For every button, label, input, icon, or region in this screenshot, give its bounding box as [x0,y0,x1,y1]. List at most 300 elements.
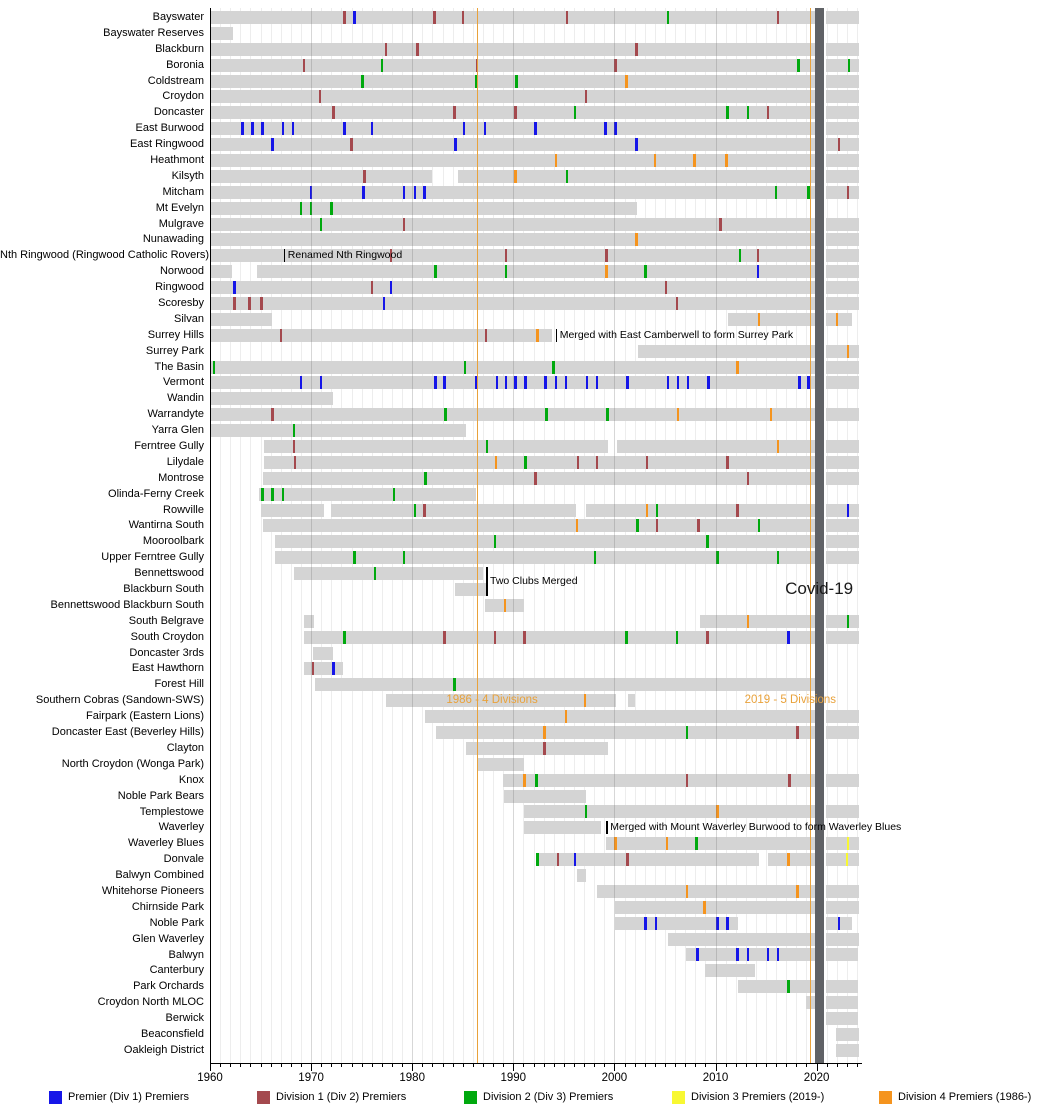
x-axis-tick [827,1063,828,1067]
premiership-tick-div1 [371,281,374,294]
timeline-bar-segment [826,631,859,644]
premiership-tick-premier [463,122,466,135]
legend-label: Division 4 Premiers (1986-) [898,1091,1032,1103]
timeline-bar-segment [826,1012,858,1025]
club-label: Ferntree Gully [134,440,204,453]
timeline-bar-segment [259,488,476,501]
x-axis-label: 1990 [500,1072,527,1084]
premiership-tick-div1 [676,297,679,310]
x-axis-label: 1970 [298,1072,324,1084]
club-label: Donvale [163,853,204,866]
premiership-tick-premier [687,376,690,389]
premiership-tick-div1 [443,631,446,644]
x-axis-tick [736,1063,737,1067]
premiership-tick-div2 [574,106,577,119]
premiership-tick-premier [414,186,417,199]
division-change-label-1: 2019 - 5 Divisions [744,693,837,706]
x-axis-tick [665,1063,666,1067]
annotation-text: Merged with East Camberwell to form Surrey Park [559,328,794,341]
x-axis-tick [746,1063,747,1067]
premiership-tick-div4 [796,885,799,898]
premiership-tick-div2 [787,980,790,993]
x-axis-tick [311,1063,312,1071]
legend-label: Premier (Div 1) Premiers [68,1091,190,1103]
premiership-tick-div1 [294,456,297,469]
timeline-bar-segment [768,853,815,866]
timeline-bar-segment [826,472,859,485]
premiership-tick-div4 [565,710,568,723]
timeline-bar-segment [210,43,815,56]
club-label: Mulgrave [158,217,204,230]
premiership-tick-div4 [736,361,739,374]
timeline-bar-segment [826,138,859,151]
timeline-bar-segment [425,710,814,723]
premiership-tick-div4 [576,519,579,532]
x-axis-tick [766,1063,767,1067]
timeline-bar-segment [294,567,483,580]
timeline-bar-segment [304,662,343,675]
club-label: Balwyn Combined [115,869,204,882]
premiership-tick-div2 [535,774,538,787]
x-axis-tick [847,1063,848,1067]
premiership-tick-div1 [260,297,263,310]
legend-label: Division 2 (Div 3) Premiers [483,1091,614,1103]
timeline-bar-segment [826,170,859,183]
timeline-bar-segment [304,615,314,628]
premiership-tick-div1 [757,249,760,262]
timeline-bar-segment [331,504,576,517]
club-label: Park Orchards [133,980,204,993]
club-label: Mitcham [162,185,204,198]
premiership-tick-premier [707,376,710,389]
legend-swatch-div4 [879,1091,892,1104]
premiership-tick-div2 [847,615,850,628]
premiership-tick-div2 [494,535,497,548]
timeline-bar-segment [304,631,815,644]
premiership-tick-div4 [536,329,539,342]
club-label: Doncaster 3rds [129,646,204,659]
club-label: Warrandyte [147,408,204,421]
premiership-tick-div1 [303,59,306,72]
premiership-tick-div1 [293,440,296,453]
x-axis-tick [857,1063,858,1067]
club-label: Surrey Park [145,344,204,357]
premiership-tick-div4 [725,154,728,167]
x-axis-tick [453,1063,454,1067]
timeline-bar-segment [458,170,815,183]
timeline-bar-segment [686,948,814,961]
premiership-tick-div2 [381,59,384,72]
club-label: Glen Waverley [132,932,204,945]
premiership-tick-div2 [594,551,597,564]
timeline-bar-segment [210,361,815,374]
premiership-tick-div1 [416,43,419,56]
premiership-tick-div4 [666,837,669,850]
premiership-tick-div1 [534,472,537,485]
premiership-tick-premier [635,138,638,151]
premiership-tick-div1 [332,106,335,119]
club-label: Doncaster East (Beverley Hills) [51,726,204,739]
gridline-decade [412,8,413,1063]
premiership-tick-div4 [543,726,546,739]
club-label: The Basin [154,360,204,373]
premiership-tick-div4 [555,154,558,167]
legend-label: Division 3 Premiers (2019-) [691,1091,825,1103]
premiership-tick-premier [534,122,537,135]
club-label: Blackburn [155,42,204,55]
premiership-tick-div2 [271,488,274,501]
timeline-bar-segment [826,408,859,421]
club-label: Noble Park Bears [117,789,204,802]
club-label: Nunawading [142,233,204,246]
timeline-bar-segment [606,837,814,850]
premiership-tick-div2 [695,837,698,850]
premiership-tick-div2 [758,519,761,532]
premiership-tick-div4 [514,170,517,183]
premiership-tick-div2 [676,631,679,644]
premiership-tick-div1 [363,170,366,183]
premiership-tick-premier [353,11,356,24]
premiership-tick-premier [798,376,801,389]
timeline-bar-segment [826,90,859,103]
x-axis-tick [675,1063,676,1067]
legend-label: Division 1 (Div 2) Premiers [276,1091,407,1103]
premiership-tick-div1 [403,218,406,231]
club-label: Ringwood [155,281,204,294]
club-label: Bayswater Reserves [103,26,204,39]
premiership-tick-div1 [697,519,700,532]
premiership-tick-div4 [703,901,706,914]
timeline-bar-segment [700,615,814,628]
premiership-tick-div2 [777,551,780,564]
timeline-bar-segment [826,948,858,961]
premiership-tick-premier [574,853,577,866]
premiership-tick-premier [496,376,499,389]
premiership-tick-premier [514,376,517,389]
timeline-bar-segment [826,980,858,993]
timeline-bar-segment [586,504,814,517]
premiership-tick-div1 [543,742,546,755]
timeline-bar-segment [826,837,859,850]
club-label: Silvan [174,312,204,325]
premiership-tick-div1 [726,456,729,469]
annotation-text: Merged with Mount Waverley Burwood to form Waverley Blues [610,821,902,834]
premiership-tick-div2 [282,488,285,501]
premiership-tick-premier [271,138,274,151]
timeline-bar-segment [210,186,815,199]
club-label: Lilydale [166,455,204,468]
premiership-tick-div1 [736,504,739,517]
premiership-tick-div2 [585,805,588,818]
club-label: Waverley [158,821,204,834]
premiership-tick-div4 [495,456,498,469]
premiership-tick-div2 [293,424,296,437]
club-label: Coldstream [147,74,204,87]
timeline-bar-segment [826,440,859,453]
premiership-tick-div3 [847,837,850,850]
timeline-bar-segment [826,249,859,262]
premiership-tick-div1 [635,43,638,56]
premiership-tick-div2 [644,265,647,278]
premiership-tick-div1 [767,106,770,119]
club-label: Berwick [165,1012,204,1025]
premiership-tick-div1 [585,90,588,103]
premiership-tick-div4 [635,233,638,246]
x-axis-tick [372,1063,373,1067]
premiership-tick-premier [677,376,680,389]
premiership-tick-div2 [536,853,539,866]
premiership-tick-div1 [796,726,799,739]
club-label: Bayswater [152,11,204,23]
premiership-tick-premier [343,122,346,135]
covid-band [815,8,824,1063]
premiership-tick-div2 [353,551,356,564]
timeline-bar-segment [264,456,815,469]
annotation-marker [606,821,608,834]
premiership-tick-div2 [606,408,609,421]
timeline-bar-segment [210,392,333,405]
club-label: East Burwood [135,122,204,135]
premiership-tick-premier [847,504,850,517]
premiership-tick-div2 [552,361,555,374]
club-label: Southern Cobras (Sandown-SWS) [35,694,204,707]
premiership-tick-premier [667,376,670,389]
premiership-tick-div3 [846,853,849,866]
x-axis-tick [837,1063,838,1067]
x-axis-tick [473,1063,474,1067]
premiership-tick-div1 [686,774,689,787]
premiership-tick-div1 [747,472,750,485]
timeline-bar-segment [668,933,815,946]
timeline-bar-segment [524,821,601,834]
premiership-tick-div1 [485,329,488,342]
timeline-bar-segment [210,297,815,310]
x-axis-tick [796,1063,797,1067]
x-axis-tick [726,1063,727,1067]
premiership-tick-div1 [494,631,497,644]
premiership-tick-div2 [545,408,548,421]
premiership-tick-div1 [453,106,456,119]
timeline-bar-segment [537,853,759,866]
timeline-bar-segment [615,917,737,930]
premiership-tick-premier [390,281,393,294]
premiership-tick-div1 [462,11,465,24]
covid-label: Covid-19 [785,579,854,599]
premiership-tick-premier [644,917,647,930]
timeline-bar-segment [738,980,815,993]
timeline-bar-segment [826,615,859,628]
timeline-bar-segment [826,885,859,898]
club-label: Knox [178,773,204,786]
timeline-bar-segment [826,106,859,119]
premiership-tick-div1 [838,138,841,151]
premiership-tick-div2 [361,75,364,88]
premiership-tick-div1 [319,90,322,103]
premiership-tick-div4 [504,599,507,612]
timeline-bar-segment [836,1028,859,1041]
premiership-tick-div4 [747,615,750,628]
premiership-tick-div1 [777,11,780,24]
timeline-bar-segment [264,440,609,453]
x-axis-tick [271,1063,272,1067]
premiership-tick-premier [757,265,760,278]
x-axis-label: 1980 [399,1072,425,1084]
timeline-bar-segment [705,964,755,977]
x-axis-tick [645,1063,646,1067]
premiership-tick-div2 [330,202,333,215]
timeline-bar-segment [210,154,815,167]
premiership-tick-div2 [393,488,396,501]
club-label: Oakleigh District [123,1043,204,1056]
timeline-bar-segment [263,519,815,532]
club-label: Montrose [158,471,204,484]
club-label: Wandin [167,392,204,405]
premiership-tick-div4 [787,853,790,866]
timeline-bar-segment [597,885,814,898]
premiership-tick-div2 [566,170,569,183]
timeline-bar-segment [504,790,586,803]
premiership-tick-div1 [514,106,517,119]
timeline-bar-segment [826,519,859,532]
club-label: Boronia [166,58,204,71]
premiership-tick-div1 [557,853,560,866]
x-axis-label: 2020 [803,1072,830,1084]
premiership-tick-premier [403,186,406,199]
premiership-tick-div4 [836,313,839,326]
timeline-bar-segment [826,59,859,72]
x-axis-tick [382,1063,383,1067]
timeline-bar-segment [826,233,859,246]
premiership-tick-div2 [739,249,742,262]
x-axis-tick [432,1063,433,1067]
x-axis-tick [402,1063,403,1067]
timeline-bar-segment [210,281,815,294]
timeline-bar-segment [826,265,859,278]
premiership-tick-div2 [747,106,750,119]
premiership-tick-premier [292,122,295,135]
x-axis-tick [756,1063,757,1067]
club-label: Chirnside Park [131,900,204,913]
premiership-tick-div1 [233,297,236,310]
x-axis-tick [625,1063,626,1067]
x-axis-tick [220,1063,221,1067]
premiership-tick-premier [383,297,386,310]
timeline-bar-segment [210,313,272,326]
club-label: Forest Hill [154,678,204,691]
timeline-bar-segment [210,408,815,421]
timeline-bar-segment [826,535,859,548]
x-axis-tick [281,1063,282,1067]
x-axis-tick [716,1063,717,1071]
x-axis-tick [554,1063,555,1067]
x-axis-tick [321,1063,322,1067]
x-axis-tick [523,1063,524,1067]
premiership-tick-premier [838,917,841,930]
timeline-bar-segment [826,11,859,24]
timeline-bar-segment [210,138,815,151]
premiership-tick-div2 [667,11,670,24]
x-axis [210,1063,862,1064]
premiership-tick-premier [626,376,629,389]
premiership-tick-div2 [716,551,719,564]
premiership-tick-div4 [693,154,696,167]
timeline-bar-segment [826,710,859,723]
legend-swatch-div3 [672,1091,685,1104]
premiership-tick-div1 [343,11,346,24]
premiership-tick-div2 [444,408,447,421]
x-axis-tick [362,1063,363,1067]
premiership-tick-div2 [414,504,417,517]
timeline-bar-segment [477,758,525,771]
premiership-tick-premier [423,186,426,199]
timeline-bar-segment [826,75,859,88]
premiership-tick-div2 [625,631,628,644]
division-change-label-0: 1986 - 4 Divisions [446,693,538,706]
premiership-tick-div2 [505,265,508,278]
premiership-tick-div2 [486,440,489,453]
legend-swatch-premier [49,1091,62,1104]
club-label: East Hawthorn [131,662,204,675]
club-label: Heathmont [150,154,204,166]
premiership-tick-div1 [433,11,436,24]
x-axis-tick [210,1063,211,1071]
timeline-bar-segment [728,313,815,326]
club-label: Templestowe [139,805,204,818]
x-axis-tick [564,1063,565,1067]
premiership-tick-div4 [523,774,526,787]
premiership-tick-premier [726,917,729,930]
club-label: Norwood [159,265,204,278]
x-axis-tick [240,1063,241,1067]
premiership-tick-premier [484,122,487,135]
x-axis-tick [250,1063,251,1067]
timeline-bar-segment [210,75,815,88]
x-axis-tick [806,1063,807,1067]
premiership-tick-premier [233,281,236,294]
x-axis-tick [422,1063,423,1067]
premiership-tick-div1 [423,504,426,517]
premiership-tick-div2 [453,678,456,691]
club-label: Rowville [163,503,204,516]
x-axis-tick [352,1063,353,1067]
timeline-bar-segment [257,265,815,278]
timeline-bar-segment [826,774,859,787]
premiership-tick-premier [555,376,558,389]
timeline-bar-segment [210,11,815,24]
premiership-tick-premier [251,122,254,135]
x-axis-tick [786,1063,787,1067]
timeline-bar-segment [210,106,815,119]
premiership-tick-div4 [646,504,649,517]
premiership-tick-div2 [300,202,303,215]
timeline-bar-segment [261,504,325,517]
x-axis-tick [503,1063,504,1067]
premiership-tick-div2 [706,535,709,548]
premiership-tick-div2 [213,361,216,374]
club-label: Croydon [162,90,204,103]
timeline-bar-segment [826,376,859,389]
timeline-bar-segment [315,678,814,691]
premiership-tick-div4 [716,805,719,818]
club-label: South Belgrave [128,614,204,627]
club-label: Noble Park [149,916,204,929]
timeline-bar-segment [826,345,859,358]
premiership-tick-div2 [343,631,346,644]
timeline-bar-segment [836,1044,859,1057]
club-label: Croydon North MLOC [97,996,204,1009]
x-axis-tick [685,1063,686,1067]
x-axis-tick [261,1063,262,1067]
